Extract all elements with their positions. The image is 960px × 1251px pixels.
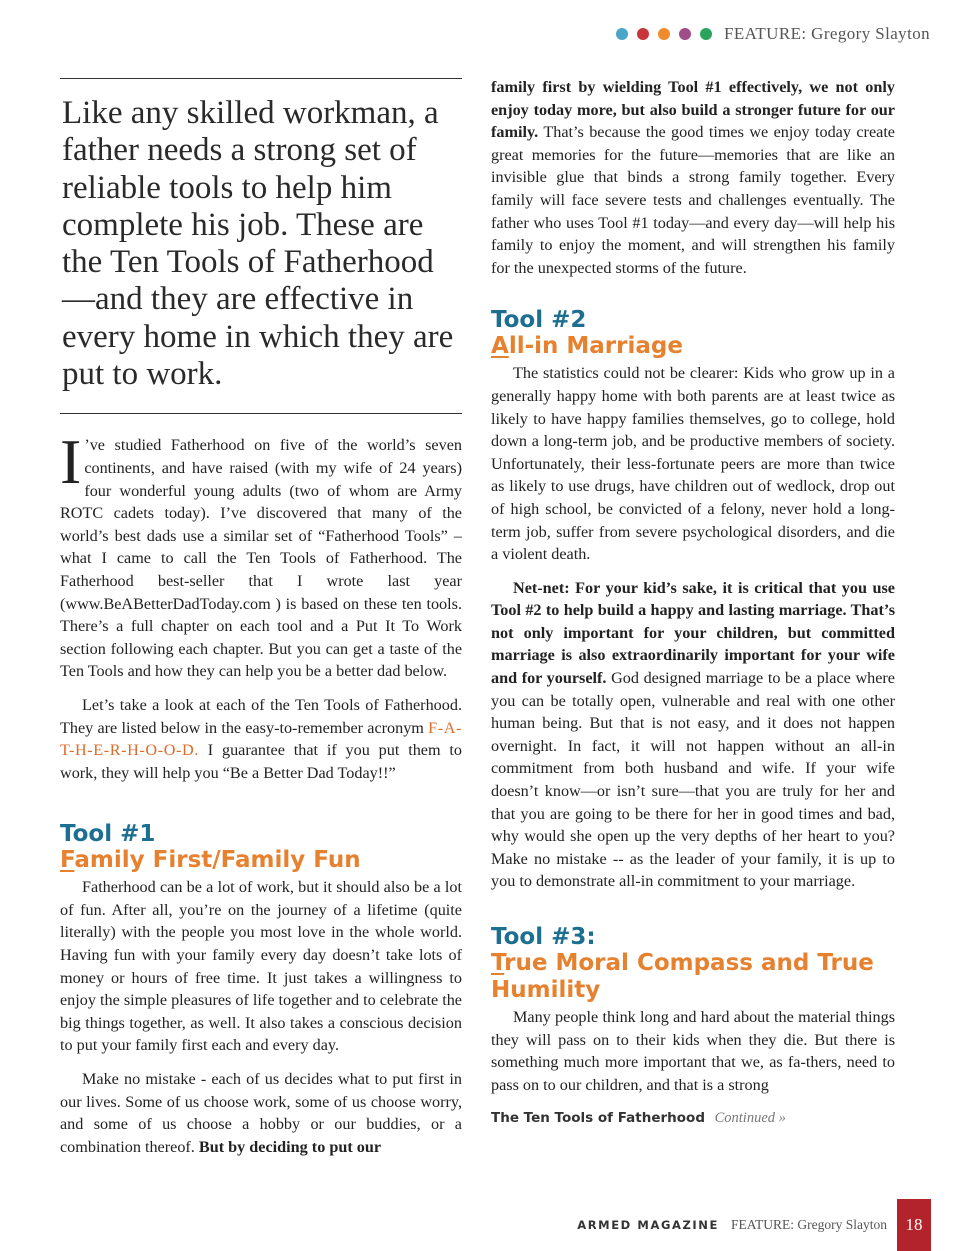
color-dots [616, 28, 712, 40]
tool-1-paragraph-2-text: Make no mistake - each of us decides what to put first in our lives. Some of us choose work, some of us choose worry, and some of us choose a hobby or our buddies, or a combination thereof. [60, 1070, 462, 1156]
footer-magazine: ARMED MAGAZINE [577, 1218, 719, 1232]
intro-paragraph-2-before: Let’s take a look at each of the Ten Tools of Fatherhood. They are listed below in the easy-to-remember acronym [60, 695, 462, 737]
tool-1-paragraph-1: Fatherhood can be a lot of work, but it should also be a lot of fun. After all, you’re on the journey of a lifetime (quite literally) with the people you most love in the whole world. Having fun with your family every day doesn’t take lots of money or hours of free time. It just takes a willingness to enjoy the simple pleasures of life together and to celebrate the big things together, as well. It also takes a conscious decision to put your family first each and every day. [60, 878, 462, 1055]
header-title: FEATURE: Gregory Slayton [723, 24, 930, 43]
page-number: 18 [897, 1199, 931, 1251]
intro-paragraph-2-after: I guarantee that if you put them to work, they will help you “Be a Better Dad Today!!” [60, 741, 462, 782]
pull-quote-bottom-rule [60, 413, 462, 414]
left-column [60, 78, 462, 1169]
tool-3-paragraph-1: Many people think long and hard about the material things they will pass on to their kids when they die. But there is something much more important that we, as fa-thers, need to pass on to our children, and that is a strong [491, 1008, 895, 1094]
tool-2-paragraph-2-text: God designed marriage to be a place where you can be totally open, vulnerable and real with one other human being. But that is not easy, and it does not happen overnight. In fact, it will not happen without an all-in commitment from both husband and wife. If your wife doesn’t know—or isn’t sure—that you are truly for her and that you are going to be there for her in good times and bad, why would she open up the very depths of her heart to you? Make no mistake -- as the leader of your family, it is up to you to demonstrate all-in commitment to your marriage. [491, 669, 895, 891]
tool-2-paragraph-2 [491, 577, 895, 893]
drop-cap: I [60, 426, 82, 498]
footer-feature: FEATURE: Gregory Slayton [731, 1217, 887, 1232]
tool-3-title-initial: T [491, 950, 505, 976]
dot-green [700, 28, 712, 40]
tool-1-title-rest: amily First/Family Fun [74, 847, 361, 874]
tool-2-number: Tool #2 [491, 307, 587, 334]
page-footer [577, 1199, 960, 1251]
tool-1-paragraph-3 [491, 76, 895, 279]
continued-line [491, 1110, 895, 1127]
dot-blue [616, 28, 628, 40]
continued-label: The Ten Tools of Fatherhood [491, 1110, 705, 1127]
tool-1-paragraph-3-text: That’s because the good times we enjoy today create great memories for the future—memories that are like an invisible glue that binds a strong family together. Every family will face severe tests and challenges eventually. The father who uses Tool #1 today—and every day—will help his family to enjoy the moment, and will strengthen his family for the unexpected storms of the future. [491, 123, 895, 277]
dot-red [637, 28, 649, 40]
tool-1-title [60, 847, 462, 874]
page-header [616, 24, 930, 44]
tool-1-paragraph-2-bold: But by deciding to put our [198, 1137, 382, 1156]
pull-quote: Like any skilled workman, a father needs a strong set of reliable tools to help him complete his job. These are the Ten Tools of Fatherhood—and they are effective in every home in which they are put to work. [62, 95, 454, 393]
tool-2-title [491, 333, 895, 360]
tool-1-title-initial: F [60, 847, 75, 874]
tool-1-number: Tool #1 [60, 821, 156, 848]
pull-quote-top-rule [60, 78, 462, 79]
tool-2-title-initial: A [491, 333, 509, 360]
tool-3-title [491, 950, 895, 1004]
intro-paragraph-1-text: ’ve studied Fatherhood on five of the world’s seven continents, and have raised (with my wife of 24 years) four wonderful young adults (two of whom are Army ROTC cadets today). I’ve discovered that many of the world’s best dads use a similar set of “Fatherhood Tools” – what I came to call the Ten Tools of Fatherhood. The Fatherhood best-seller that I wrote last year (www.BeABetterDadToday.com ) is based on these ten tools. There’s a full chapter on each tool and a Put It To Work section following each chapter. But you can get a taste of the Ten Tools and how they can help you be a better dad below. [60, 436, 462, 681]
tool-2-paragraph-2-bold: Net-net: For your kid’s sake, it is critical that you use Tool #2 to help build a happy and lasting marriage. That’s not only important for your children, but committed marriage is also extraordinarily important for your wife and for yourself. [491, 578, 895, 688]
continued-link[interactable]: Continued » [714, 1110, 786, 1127]
tool-1-paragraph-2 [60, 1068, 462, 1158]
fatherhood-acronym: F-A-T-H-E-R-H-O-O-D. [60, 718, 462, 760]
tool-2-title-rest: ll-in Marriage [508, 333, 683, 360]
tool-3-number: Tool #3: [491, 924, 596, 950]
intro-paragraph-1 [60, 426, 462, 683]
tool-3-title-rest: rue Moral Compass and True Humility [491, 950, 874, 1003]
right-column [491, 76, 895, 1127]
tool-2-paragraph-1: The statistics could not be clearer: Kids who grow up in a generally happy home with both parents are at least twice as likely to have happy families themselves, go to college, hold down a long-term job, and be productive members of society. Unfortunately, their less-fortunate peers are more than twice as likely to use drugs, have children out of wedlock, drop out of high school, be convicted of a felony, never hold a long-term job, suffer from severe psychological disorders, and die a violent death. [491, 364, 895, 564]
tool-1-paragraph-3-bold: family first by wielding Tool #1 effectively, we not only enjoy today more, but also build a stronger future for our family. [491, 78, 895, 142]
dot-orange [658, 28, 670, 40]
dot-purple [679, 28, 691, 40]
intro-paragraph-2 [60, 694, 462, 784]
